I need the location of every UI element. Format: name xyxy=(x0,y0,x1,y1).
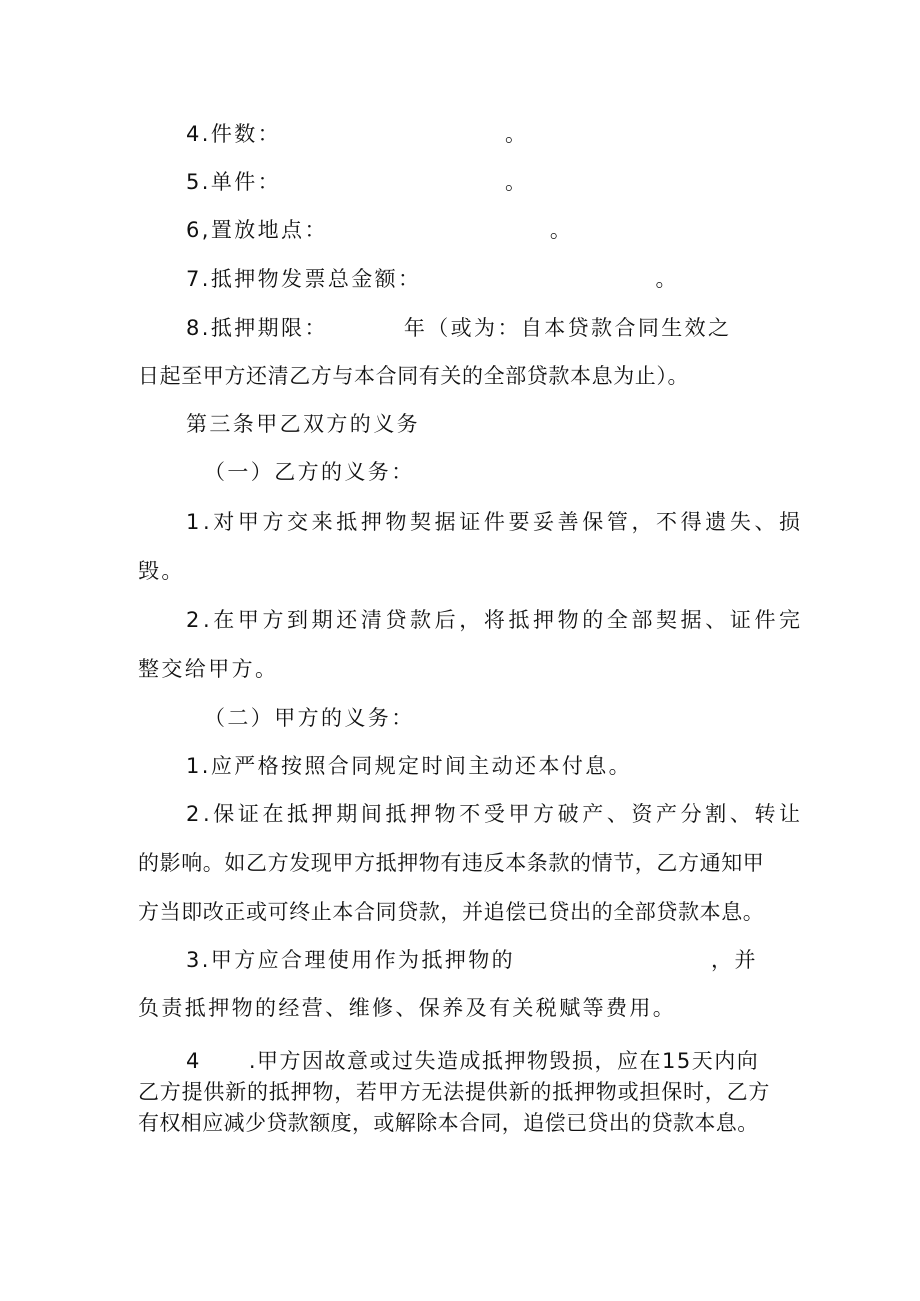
item-7-end: 。 xyxy=(655,267,679,291)
item-8-line2: 日起至甲方还清乙方与本合同有关的全部贷款本息为止）。 xyxy=(138,364,690,388)
item-5 xyxy=(186,168,528,196)
party-a-item-3-line1a: .甲方应合理使用作为抵押物的 xyxy=(201,948,516,972)
party-a-item-2-line3: 方当即改正或可终止本合同贷款，并追偿已贷出的全部贷款本息。 xyxy=(138,900,765,924)
party-a-item-4-number: 4 xyxy=(186,1049,201,1073)
item-8-number: 8 xyxy=(186,316,202,340)
party-a-item-3-line2: 负责抵押物的经营、维修、保养及有关税赋等费用。 xyxy=(138,996,677,1020)
item-8-text: .抵押期限： xyxy=(201,316,328,340)
item-6 xyxy=(186,216,573,244)
item-7-text: .抵押物发票总金额： xyxy=(201,267,422,291)
item-8 xyxy=(186,314,731,342)
item-8-text2: 年（或为：自本贷款合同生效之 xyxy=(403,316,732,340)
party-b-item-1-line1: .对甲方交来抵押物契据证件要妥善保管，不得遗失、损 xyxy=(202,510,804,534)
item-4 xyxy=(186,120,528,148)
party-a-item-2 xyxy=(186,800,804,828)
party-a-item-4-line3: 有权相应减少贷款额度，或解除本合同，追偿已贷出的贷款本息。 xyxy=(138,1111,759,1135)
party-a-item-2-line1: .保证在抵押期间抵押物不受甲方破产、资产分割、转让 xyxy=(202,802,804,826)
party-a-item-4 xyxy=(186,1047,759,1075)
party-b-item-2-line2: 整交给甲方。 xyxy=(138,657,279,681)
party-a-heading: （二）甲方的义务： xyxy=(204,706,415,730)
item-7-number: 7 xyxy=(186,267,202,291)
article-3-title: 第三条甲乙双方的义务 xyxy=(186,412,420,436)
item-6-number: 6 xyxy=(186,218,202,242)
party-b-item-2-line1: .在甲方到期还清贷款后，将抵押物的全部契据、证件完 xyxy=(202,608,804,632)
party-a-item-3-number: 3 xyxy=(186,948,202,972)
party-a-item-2-line2: 的影响。如乙方发现甲方抵押物有违反本条款的情节，乙方通知甲 xyxy=(138,851,765,875)
item-4-number: 4 xyxy=(186,122,202,146)
party-a-item-3 xyxy=(186,946,758,974)
party-a-item-4-line1: .甲方因故意或过失造成抵押物毁损，应在15天内向 xyxy=(248,1049,760,1073)
item-5-text: .单件： xyxy=(201,170,282,194)
item-6-text: ,置放地点： xyxy=(201,218,328,242)
item-4-end: 。 xyxy=(505,122,529,146)
party-a-item-2-number: 2 xyxy=(186,802,203,826)
party-a-item-1-number: 1 xyxy=(186,754,202,778)
party-b-item-1 xyxy=(186,508,804,536)
party-a-item-1-line1: .应严格按照合同规定时间主动还本付息。 xyxy=(201,754,633,778)
item-5-end: 。 xyxy=(505,170,529,194)
party-b-item-2-number: 2 xyxy=(186,608,203,632)
party-a-item-4-line2: 乙方提供新的抵押物，若甲方无法提供新的抵押物或担保时，乙方 xyxy=(138,1080,771,1104)
party-a-item-3-line1b: ，并 xyxy=(711,948,758,972)
party-b-heading: （一）乙方的义务： xyxy=(204,460,415,484)
item-6-end: 。 xyxy=(549,218,574,242)
item-4-text: .件数： xyxy=(201,122,282,146)
item-5-number: 5 xyxy=(186,170,202,194)
party-a-item-1 xyxy=(186,752,632,780)
item-7 xyxy=(186,265,679,293)
party-b-item-2 xyxy=(186,606,804,634)
party-b-item-1-line2: 毁。 xyxy=(138,559,185,583)
party-b-item-1-number: 1 xyxy=(186,510,203,534)
